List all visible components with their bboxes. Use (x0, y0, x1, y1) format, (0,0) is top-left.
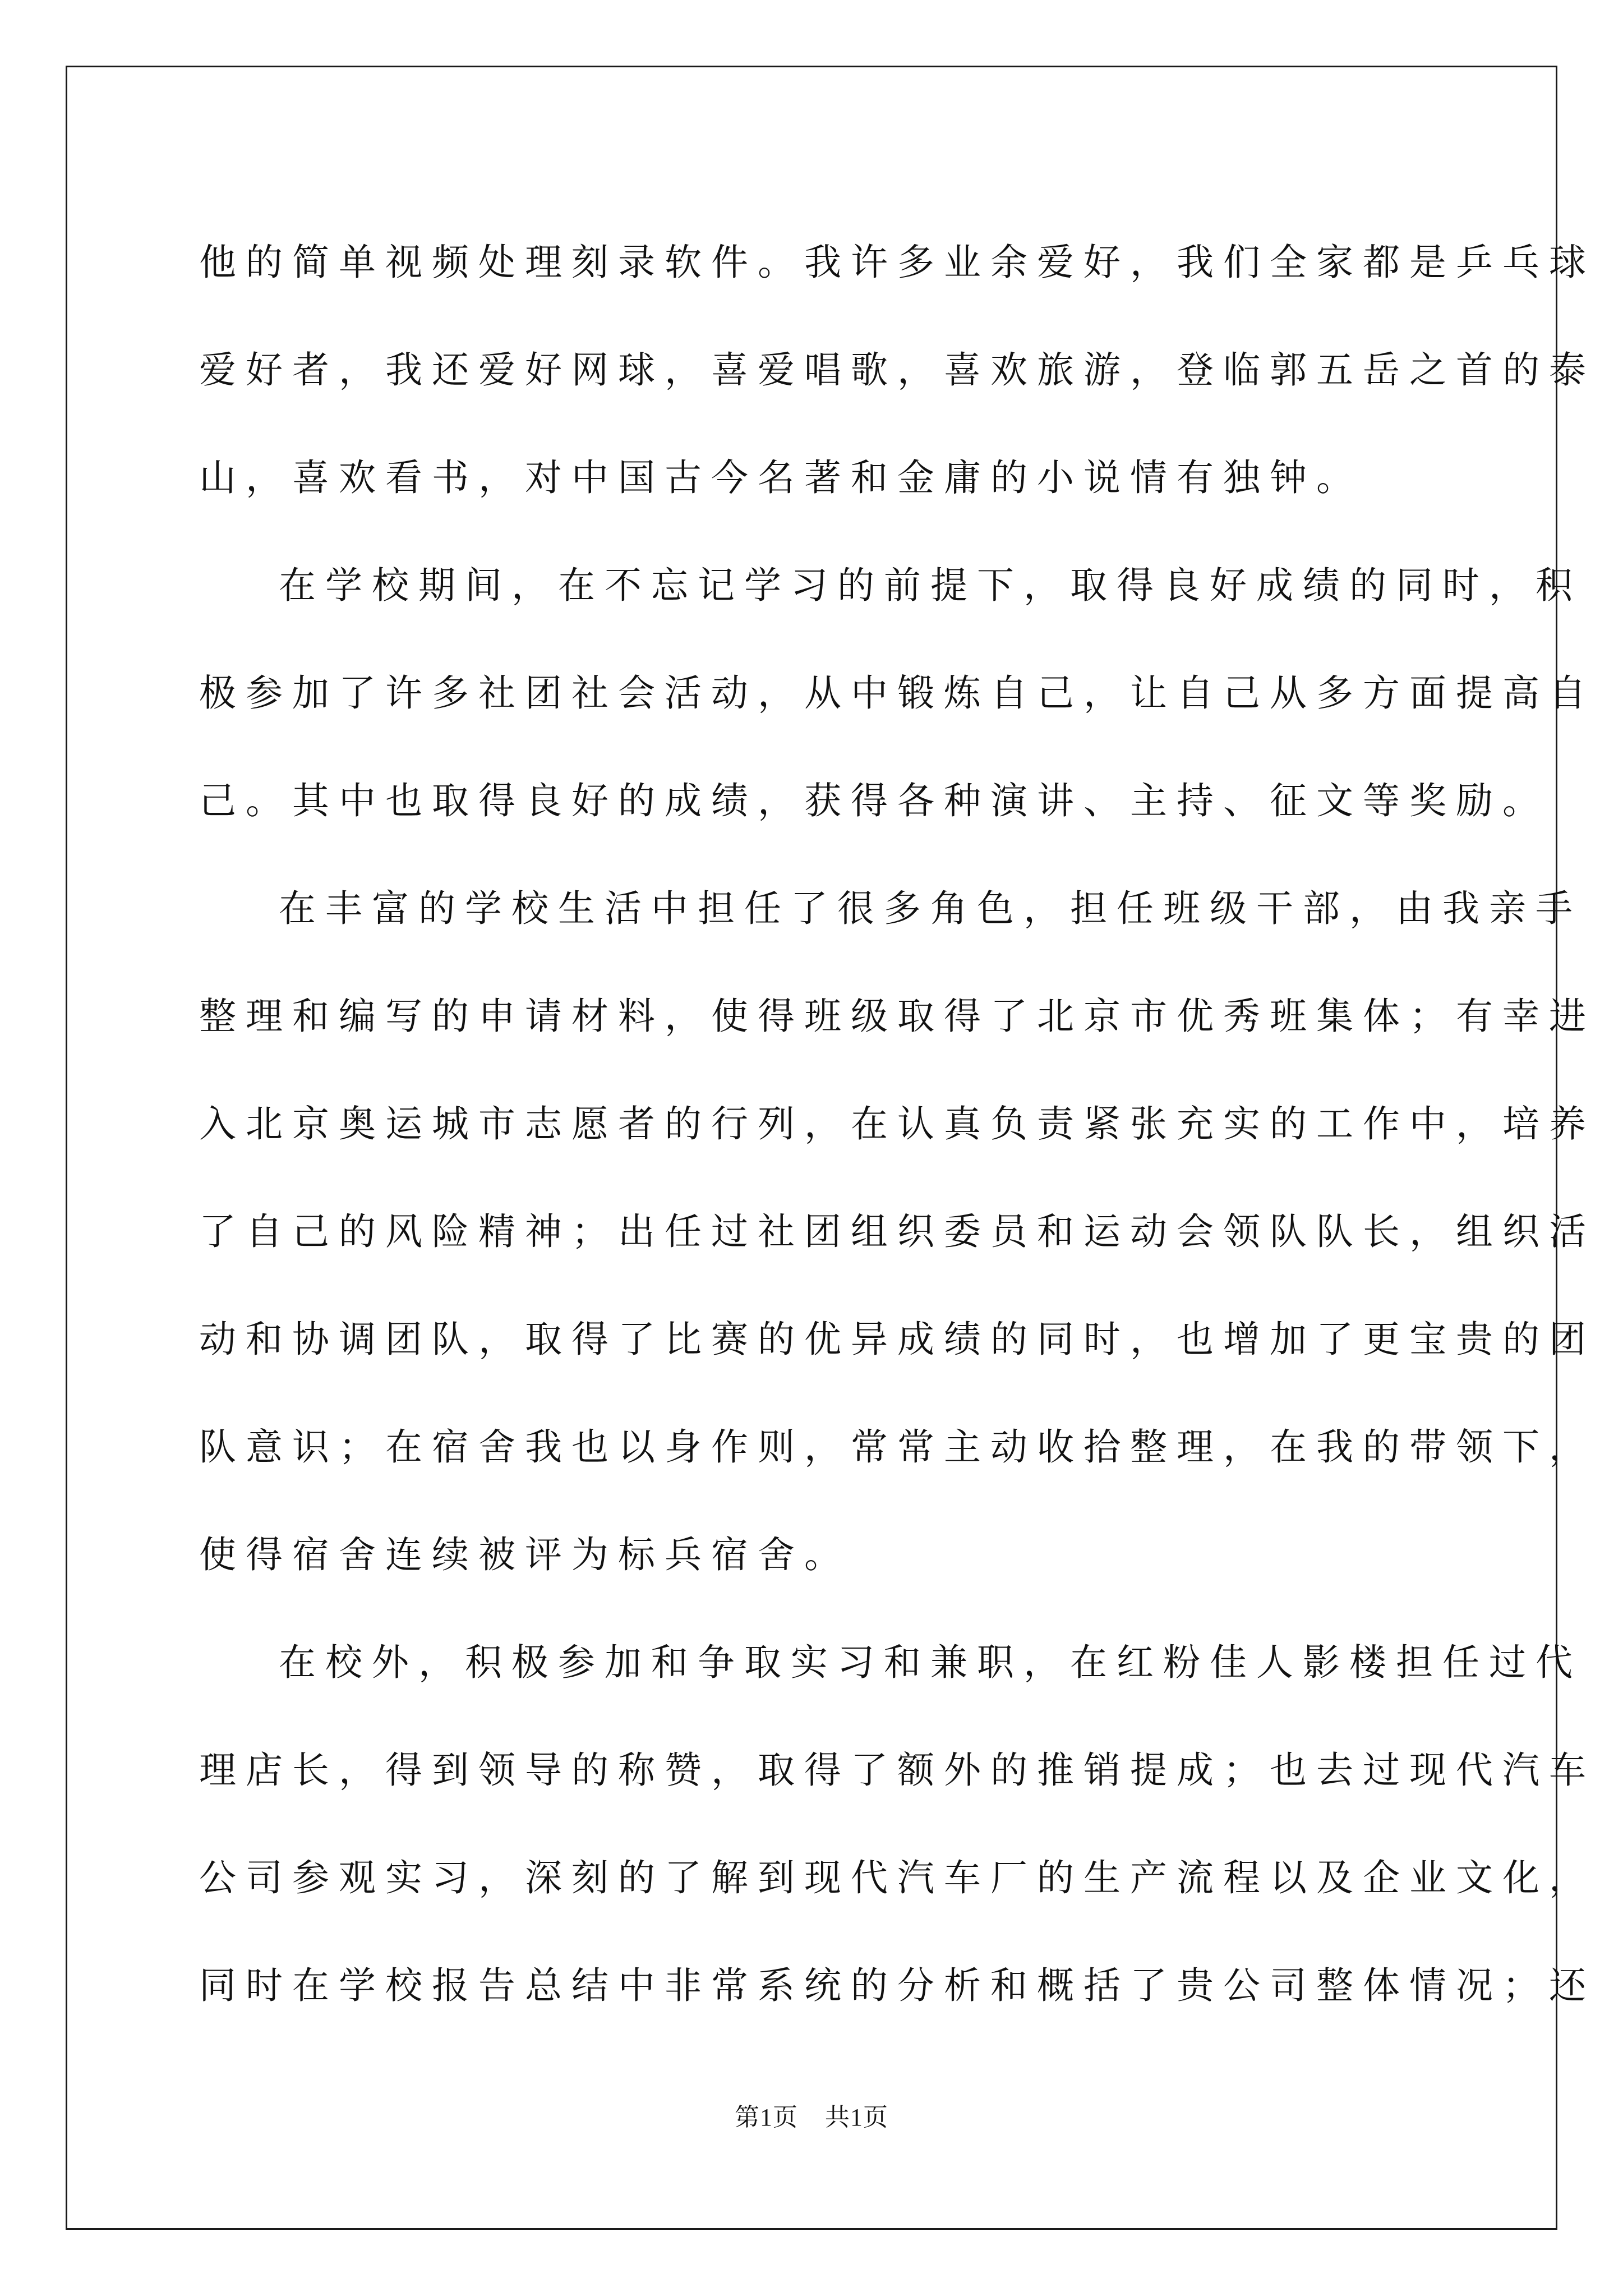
text-line: 在丰富的学校生活中担任了很多角色，担任班级干部，由我亲手 (279, 887, 1582, 930)
text-line: 在学校期间，在不忘记学习的前提下，取得良好成绩的同时，积 (279, 564, 1582, 607)
page-footer (0, 2097, 1623, 2133)
text-line: 他的简单视频处理刻录软件。我许多业余爱好，我们全家都是乒乓球 (199, 241, 1596, 284)
text-line: 队意识；在宿舍我也以身作则，常常主动收拾整理，在我的带领下， (199, 1425, 1596, 1469)
document-body (199, 209, 1596, 2040)
text-line: 了自己的风险精神；出任过社团组织委员和运动会领队队长，组织活 (199, 1210, 1596, 1253)
text-line: 在校外，积极参加和争取实习和兼职，在红粉佳人影楼担任过代 (279, 1641, 1582, 1684)
paragraph-internships (199, 1609, 1596, 2040)
paragraph-school-roles (199, 855, 1596, 1609)
text-line: 动和协调团队，取得了比赛的优异成绩的同时，也增加了更宝贵的团 (199, 1318, 1596, 1361)
text-line: 同时在学校报告总结中非常系统的分析和概括了贵公司整体情况；还 (199, 1964, 1596, 2007)
paragraph-hobbies (199, 209, 1596, 532)
text-line: 整理和编写的申请材料，使得班级取得了北京市优秀班集体；有幸进 (199, 995, 1596, 1038)
page-number-total: 共1页 (825, 2104, 888, 2131)
text-line: 理店长，得到领导的称赞，取得了额外的推销提成；也去过现代汽车 (199, 1749, 1596, 1792)
paragraph-school-activities (199, 532, 1596, 855)
text-line: 爱好者，我还爱好网球，喜爱唱歌，喜欢旅游，登临郭五岳之首的泰 (199, 348, 1596, 392)
text-line: 入北京奥运城市志愿者的行列，在认真负责紧张充实的工作中，培养 (199, 1102, 1596, 1145)
text-line: 山，喜欢看书，对中国古今名著和金庸的小说情有独钟。 (199, 456, 1363, 499)
text-line: 极参加了许多社团社会活动，从中锻炼自己，让自己从多方面提高自 (199, 671, 1596, 715)
text-line: 己。其中也取得良好的成绩，获得各种演讲、主持、征文等奖励。 (199, 779, 1549, 822)
page-number-current: 第1页 (735, 2104, 798, 2131)
text-line: 公司参观实习，深刻的了解到现代汽车厂的生产流程以及企业文化， (199, 1856, 1596, 1899)
text-line: 使得宿舍连续被评为标兵宿舍。 (199, 1533, 851, 1576)
